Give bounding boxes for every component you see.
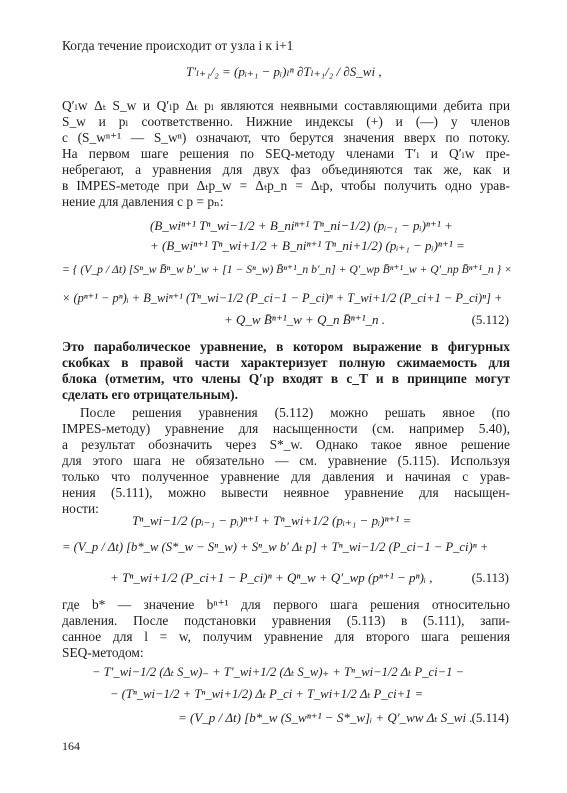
equation-5-114-line: − (Tⁿ_wi−1/2 + Tⁿ_wi+1/2) Δₜ P_ci + T_wi+1/2 Δₜ P_ci+1 = <box>110 687 424 701</box>
paragraph-line: нения (5.111), можно вывести неявное уравнение для насыщен- <box>62 485 510 500</box>
equation-5-112-line: = { (V_p / Δt) [Sⁿ_w B̄ⁿ_w b′_w + [1 − Sⁿ_w) B̄ⁿ⁺¹_n b′_n] + Q′_wp B̄ⁿ⁺¹_w + Q′_np B̄ⁿ⁺¹_n } × <box>62 263 512 276</box>
paragraph-line: После решения уравнения (5.112) можно решать явное (по <box>80 405 510 420</box>
equation-5-112-line: + Q_w B̄ⁿ⁺¹_w + Q_n B̄ⁿ⁺¹_n . <box>224 312 386 327</box>
paragraph-line: SEQ-методом: <box>62 645 144 660</box>
equation-5-112-line: (B_wiⁿ⁺¹ Tⁿ_wi−1/2 + B_niⁿ⁺¹ Tⁿ_ni−1/2) (pᵢ₋₁ − pᵢ)ⁿ⁺¹ + <box>150 218 453 233</box>
paragraph-line: Q′ₗw Δₜ S_w и Q′ₗp Δₜ pₗ являются неявными составляющими дебита при <box>62 98 510 113</box>
paragraph-line: санное для l = w, получим уравнение для второго шага решения <box>62 629 510 644</box>
paragraph-line: нение для давления с p = pₙ: <box>62 194 224 209</box>
paragraph-line: Это параболическое уравнение, в котором выражение в фигурных <box>62 339 510 354</box>
paragraph-line: давления. После подстановки уравнения (5.113) в (5.111), запи- <box>62 613 510 628</box>
equation-5-114-line: = (V_p / Δt) [b*_w (S_wⁿ⁺¹ − S*_w]ᵢ + Q′_ww Δₜ S_wi . <box>178 710 473 725</box>
equation-5-113-line: = (V_p / Δt) [b*_w (S*_w − Sⁿ_w) + Sⁿ_w b′ Δₜ p] + Tⁿ_wi−1/2 (P_ci−1 − P_ci)ⁿ + <box>62 540 489 554</box>
paragraph-line: только что полученное уравнение для давления и начиная с урав- <box>62 469 510 484</box>
paragraph-line: S_w и pₗ соответственно. Нижние индексы (+) и (—) у членов <box>62 114 510 129</box>
paragraph-line: блока (отметим, что члены Q′ₗp входят в c_T и в принципе могут <box>62 371 510 386</box>
paragraph-line: с (S_wⁿ⁺¹ — S_wⁿ) означают, что берутся значения вверх по потоку. <box>62 130 510 145</box>
paragraph-line: небрегают, а уравнения для двух фаз объединяются так же, как и <box>62 162 510 177</box>
paragraph-line: IMPES-методу) уравнение для насыщенности (см. например 5.40), <box>62 421 510 436</box>
equation-5-113-line: Tⁿ_wi−1/2 (pᵢ₋₁ − pᵢ)ⁿ⁺¹ + Tⁿ_wi+1/2 (pᵢ₊₁ − pᵢ)ⁿ⁺¹ = <box>132 513 412 528</box>
equation-number: (5.113) <box>471 570 509 585</box>
equation-5-113-line: + Tⁿ_wi+1/2 (P_ci+1 − P_ci)ⁿ + Qⁿ_w + Q′_wp (pⁿ⁺¹ − pⁿ)ᵢ , <box>110 570 433 585</box>
paragraph-line: На первом шаге решения по SEQ-методу членами T′ₗ и Q′ₗw пре- <box>62 146 510 161</box>
equation-5-112-line: × (pⁿ⁺¹ − pⁿ)ᵢ + B_wiⁿ⁺¹ (Tⁿ_wi−1/2 (P_ci−1 − P_ci)ⁿ + T_wi+1/2 (P_ci+1 − P_ci)ⁿ] + <box>62 291 503 305</box>
page-number: 164 <box>62 739 80 753</box>
paragraph-line: где b* — значение bⁿ⁺¹ для первого шага решения относительно <box>62 597 510 612</box>
paragraph-line: в IMPES-методе при Δₜp_w = Δₜp_n = Δₜp, чтобы получить одно урав- <box>62 178 510 193</box>
paragraph-line: для этого шага не обязательно — см. уравнение (5.115). Используя <box>62 453 510 468</box>
intro-sentence: Когда течение происходит от узла i к i+1 <box>62 38 294 53</box>
equation-5-112-line: + (B_wiⁿ⁺¹ Tⁿ_wi+1/2 + B_niⁿ⁺¹ Tⁿ_ni+1/2) (pᵢ₊₁ − pᵢ)ⁿ⁺¹ = <box>150 238 465 253</box>
paragraph-line: ности: <box>62 501 99 516</box>
equation-t-prime: T′ₗ₊₁/₂ = (pᵢ₊₁ − pᵢ)ₗⁿ ∂Tₗ₊₁/₂ / ∂S_wi , <box>186 64 382 79</box>
equation-number: (5.112) <box>471 312 509 327</box>
paragraph-line: сделать его отрицательным). <box>62 387 238 402</box>
equation-5-114-line: − T′_wi−1/2 (Δₜ S_w)₋ + T′_wi+1/2 (Δₜ S_w)₊ + Tⁿ_wi−1/2 Δₜ P_ci−1 − <box>92 665 465 679</box>
equation-number: (5.114) <box>471 710 509 725</box>
paragraph-line: скобках в правой части характеризует полную сжимаемость для <box>62 355 510 370</box>
paragraph-line: а результат обозначить через S*_w. Однако такое явное решение <box>62 437 510 452</box>
